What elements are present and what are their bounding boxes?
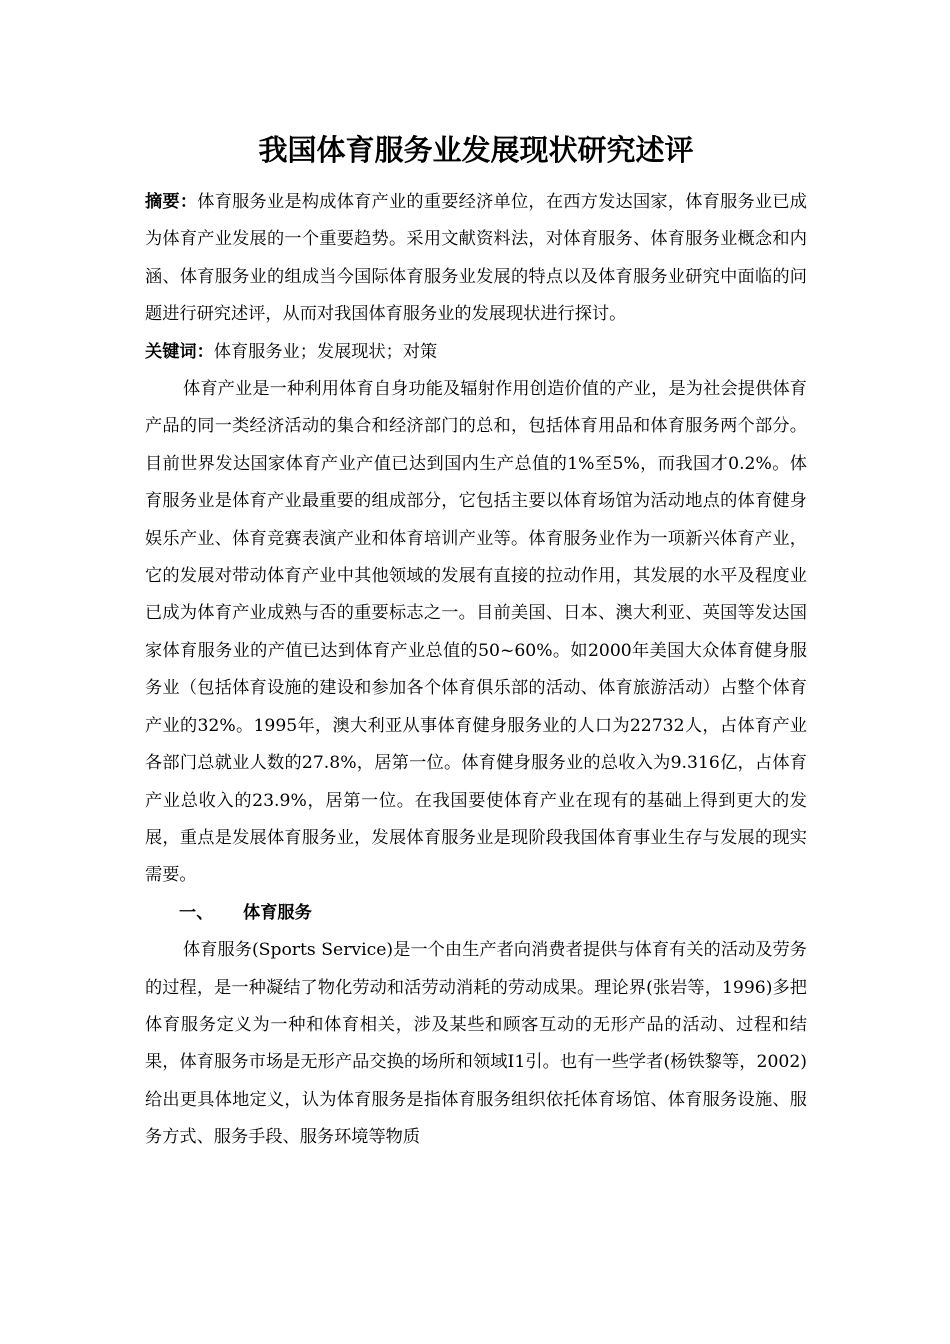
keywords-text: 体育服务业；发展现状；对策	[213, 341, 438, 362]
abstract-paragraph	[145, 184, 807, 334]
abstract-label: 摘要：	[145, 192, 198, 212]
document-page	[145, 128, 807, 1157]
keywords-paragraph	[145, 334, 807, 371]
keywords-label: 关键词：	[145, 341, 214, 362]
section-paragraph: 体育服务(Sports Service)是一个由生产者向消费者提供与体育有关的活动及劳务的过程，是一种凝结了物化劳动和活劳动消耗的劳动成果。理论界(张岩等，1996)多把体育服务定义为一种和体育相关，涉及某些和顾客互动的无形产品的活动、过程和结果，体育服务市场是无形产品交换的场所和领域I1引。也有一些学者(杨铁黎等，2002)给出更具体地定义，认为体育服务是指体育服务组织依托体育场馆、体育服务设施、服务方式、服务手段、服务环境等物质	[145, 940, 807, 1148]
section-heading	[145, 895, 807, 932]
document-title: 我国体育服务业发展现状研究述评	[258, 133, 694, 167]
section-number: 一、	[179, 902, 214, 923]
intro-paragraph: 体育产业是一种利用体育自身功能及辐射作用创造价值的产业，是为社会提供体育产品的同一类经济活动的集合和经济部门的总和，包括体育用品和体育服务两个部分。目前世界发达国家体育产业产值已达到国内生产总值的1%至5%，而我国才0.2%。体育服务业是体育产业最重要的组成部分，它包括主要以体育场馆为活动地点的体育健身娱乐产业、体育竞赛表演产业和体育培训产业等。体育服务业作为一项新兴体育产业，它的发展对带动体育产业中其他领域的发展有直接的拉动作用，其发展的水平及程度业已成为体育产业成熟与否的重要标志之一。目前美国、日本、澳大利亚、英国等发达国家体育服务业的产值已达到体育产业总值的50~60%。如2000年美国大众体育健身服务业（包括体育设施的建设和参加各个体育俱乐部的活动、体育旅游活动）占整个体育产业的32%。1995年，澳大利亚从事体育健身服务业的人口为22732人，占体育产业各部门总就业人数的27.8%，居第一位。体育健身服务业的总收入为9.316亿，占体育产业总收入的23.9%，居第一位。在我国要使体育产业在现有的基础上得到更大的发展，重点是发展体育服务业，发展体育服务业是现阶段我国体育事业生存与发展的现实需要。	[145, 379, 807, 886]
abstract-text: 体育服务业是构成体育产业的重要经济单位，在西方发达国家，体育服务业已成为体育产业发展的一个重要趋势。采用文献资料法，对体育服务、体育服务业概念和内涵、体育服务业的组成当今国际体育服务业发展的特点以及体育服务业研究中面临的问题进行研究述评，从而对我国体育服务业的发展现状进行探讨。	[145, 192, 807, 325]
section-title: 体育服务	[243, 902, 312, 923]
